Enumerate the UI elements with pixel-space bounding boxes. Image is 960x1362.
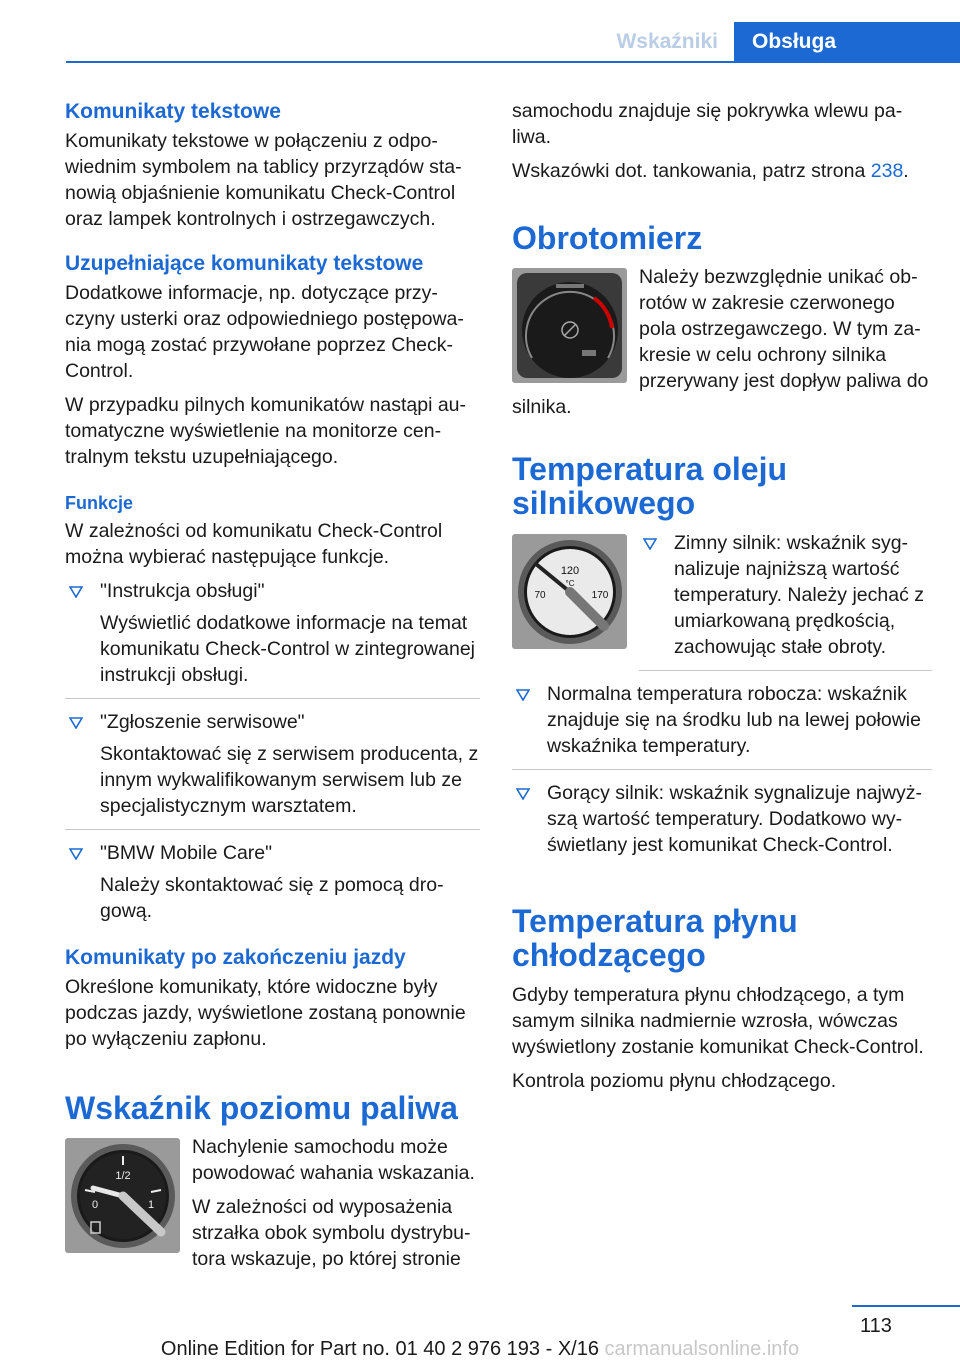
- oil-temperature-list-cont: [512, 681, 932, 868]
- heading-fuel-gauge: Wskaźnik poziomu paliwa: [65, 1090, 458, 1126]
- list-item-title: "Zgłoszenie serwisowe": [100, 711, 305, 733]
- paragraph-functions: W zależności od komunikatu Check-Control można wybierać następujące funkcje.: [65, 520, 443, 568]
- triangle-bullet-icon: [643, 538, 657, 550]
- paragraph-supplementary-1: Dodatkowe informacje, np. dotyczące przyczyny usterki oraz odpowiedniego postępowania mogą zostać przywołane poprzez Check-Control.: [65, 282, 464, 382]
- list-item: [512, 780, 932, 868]
- list-item-text: Normalna temperatura robocza: wskaźnik znajduje się na środku lub na lewej połowie wskaźnika temperatury.: [547, 683, 921, 757]
- fuel-label-one: 1: [147, 1199, 155, 1211]
- paragraph-text-messages: Komunikaty tekstowe w połączeniu z odpowiednim symbolem na tablicy przyrządów stanowią objaśnienie komunikatu Check-Control oraz lampek kontrolnych i ostrzegawczych.: [65, 130, 462, 230]
- tab-obsluga[interactable]: Obsługa: [734, 22, 960, 62]
- list-item: [65, 709, 480, 830]
- refuel-text: Wskazówki dot. tankowania, patrz strona: [512, 160, 871, 182]
- heading-functions: Funkcje: [65, 493, 134, 513]
- heading-oil-temperature: Temperatura oleju silnikowego: [512, 451, 788, 521]
- paragraph-tachometer: Należy bezwzględnie unikać obrotów w zakresie czerwonego pola ostrzegawczego. W tym zakresie w celu ochrony silnika przerywany jest dopływ paliwa do silnika.: [512, 266, 929, 418]
- triangle-bullet-icon: [516, 689, 530, 701]
- list-item: [512, 681, 932, 770]
- oil-label-170: 170: [591, 590, 609, 601]
- oil-temperature-gauge-image: [512, 534, 627, 649]
- oil-label-70: 70: [534, 590, 546, 601]
- refuel-period: .: [903, 160, 909, 182]
- header-rule: [66, 61, 960, 63]
- fuel-label-half: 1/2: [115, 1170, 131, 1182]
- triangle-bullet-icon: [69, 717, 83, 729]
- list-item-description: Należy skontaktować się z pomocą drogową.: [100, 874, 444, 922]
- tab-wskazniki[interactable]: Wskaźniki: [600, 22, 734, 62]
- functions-list: [65, 578, 480, 934]
- triangle-bullet-icon: [516, 788, 530, 800]
- triangle-bullet-icon: [69, 586, 83, 598]
- tachometer-image: [512, 268, 627, 383]
- paragraph-fuel-continued: samochodu znajduje się pokrywka wlewu paliwa.: [512, 100, 903, 148]
- list-item: [65, 840, 480, 934]
- fuel-gauge-image: [65, 1138, 180, 1253]
- edition-text: Online Edition for Part no. 01 40 2 976 193 - X/16: [160, 1338, 599, 1360]
- triangle-bullet-icon: [69, 848, 83, 860]
- left-column: [65, 98, 480, 1280]
- list-item: [639, 530, 932, 671]
- heading-end-of-drive-messages: Komunikaty po zakończeniu jazdy: [65, 946, 406, 969]
- footer-rule: [852, 1305, 960, 1307]
- list-item-text: Zimny silnik: wskaźnik sygnalizuje najniższą wartość temperatury. Należy jechać z umiarkowaną prędkością, zachowując stałe obroty.: [674, 532, 924, 658]
- paragraph-refuel-reference: [512, 158, 932, 184]
- list-item-description: Wyświetlić dodatkowe informacje na temat komunikatu Check-Control w zintegrowanej instrukcji obsługi.: [100, 612, 476, 686]
- paragraph-fuel-1: Nachylenie samochodu może powodować wahania wskazania.: [192, 1136, 475, 1184]
- fuel-label-zero: 0: [91, 1199, 99, 1211]
- right-column: [512, 98, 932, 1102]
- paragraph-fuel-2: W zależności od wyposażenia strzałka obok symbolu dystrybutora wskazuje, po której stronie: [192, 1196, 471, 1270]
- header-tab-bar: [600, 22, 960, 62]
- oil-label-120: 120: [560, 565, 580, 577]
- paragraph-end-of-drive: Określone komunikaty, które widoczne były podczas jazdy, wyświetlone zostaną ponownie po wyłączeniu zapłonu.: [65, 976, 466, 1050]
- page-link-238[interactable]: 238: [870, 160, 904, 182]
- list-item-title: "BMW Mobile Care": [100, 842, 273, 864]
- page-number: 113: [860, 1315, 892, 1337]
- list-item-description: Skontaktować się z serwisem producenta, z innym wykwalifikowanym serwisem lub ze specjalistycznym warsztatem.: [100, 743, 479, 817]
- oil-label-unit: °C: [565, 579, 575, 588]
- list-item-title: "Instrukcja obsługi": [100, 580, 265, 602]
- heading-coolant-temperature: Temperatura płynu chłodzącego: [512, 903, 798, 973]
- list-item: [65, 578, 480, 699]
- watermark-text: carmanualsonline.info: [604, 1338, 800, 1360]
- heading-supplementary-messages: Uzupełniające komunikaty tekstowe: [65, 252, 424, 275]
- heading-text-messages: Komunikaty tekstowe: [65, 100, 281, 123]
- footer-edition: [0, 1338, 960, 1361]
- paragraph-coolant-1: Gdyby temperatura płynu chłodzącego, a tym samym silnika nadmiernie wzrosła, wówczas wyświetlony zostanie komunikat Check-Control.: [512, 984, 924, 1058]
- heading-tachometer: Obrotomierz: [512, 220, 703, 256]
- list-item-text: Gorący silnik: wskaźnik sygnalizuje najwyższą wartość temperatury. Dodatkowo wyświetlany jest komunikat Check-Control.: [547, 782, 922, 856]
- paragraph-supplementary-2: W przypadku pilnych komunikatów nastąpi automatyczne wyświetlenie na monitorze centralnym tekstu uzupełniającego.: [65, 394, 467, 468]
- paragraph-coolant-2: Kontrola poziomu płynu chłodzącego.: [512, 1070, 837, 1092]
